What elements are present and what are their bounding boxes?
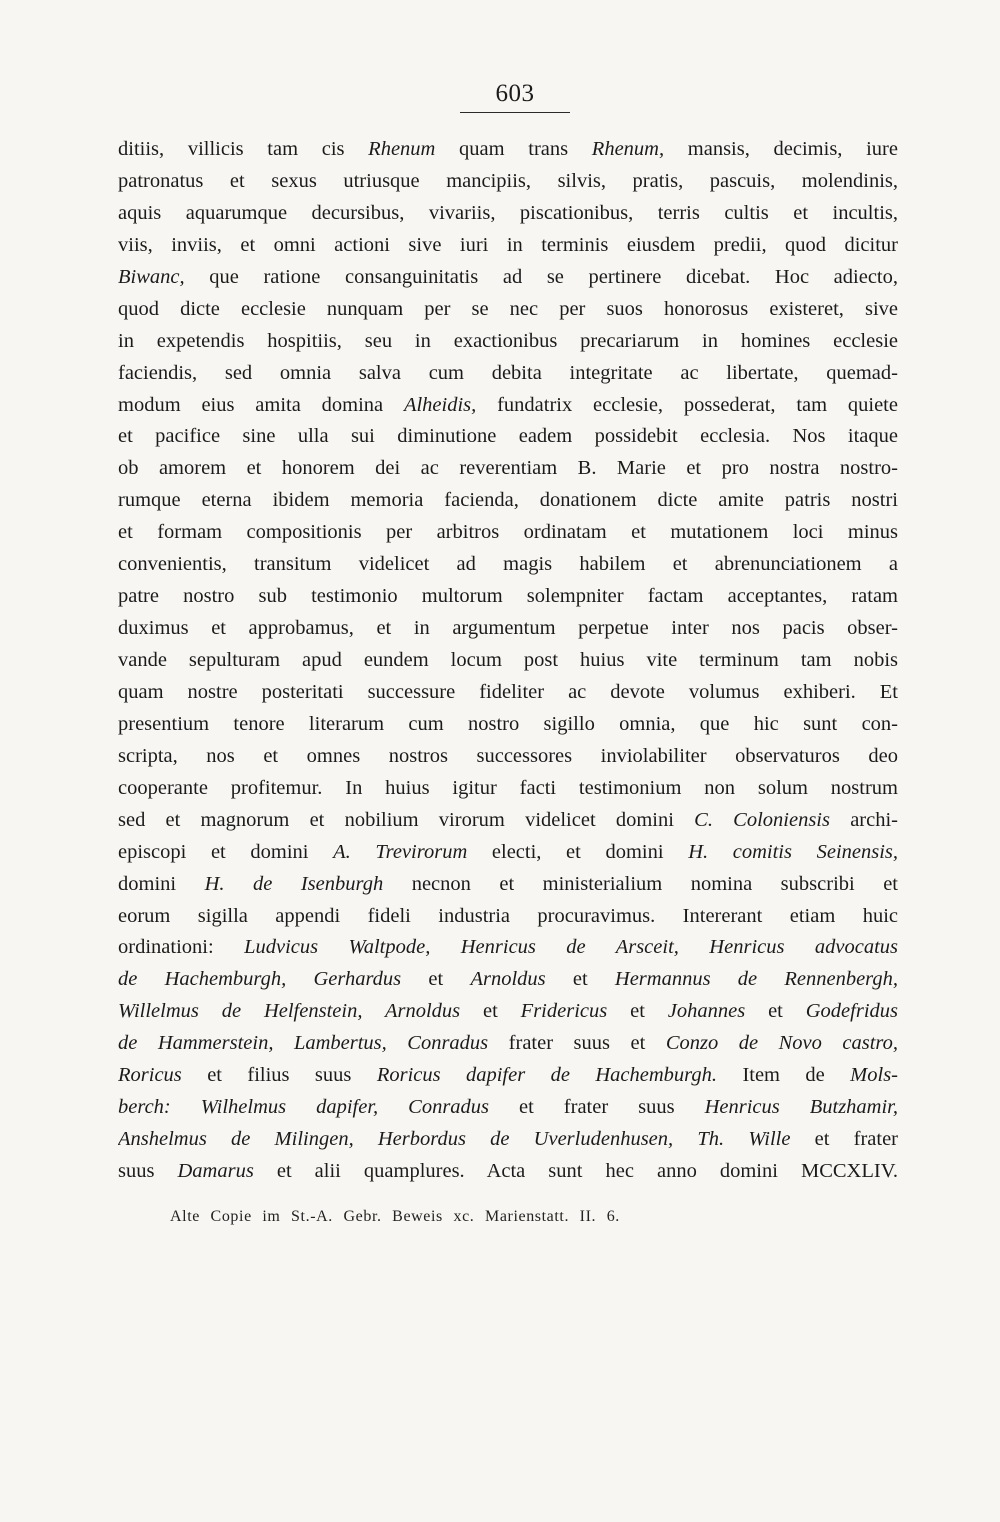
text-line: in expetendis hospitiis, seu in exactionibus precariarum in homines ecclesie bbox=[118, 329, 898, 352]
text-line: de Hachemburgh, Gerhardus et Arnoldus et Hermannus de Rennenbergh, bbox=[118, 968, 898, 991]
italic-name: C. Coloniensis bbox=[694, 808, 830, 831]
italic-name: Rhenum, bbox=[591, 138, 665, 160]
page-number: 603 bbox=[460, 80, 570, 113]
text-line: ditiis, villicis tam cis Rhenum quam trans Rhenum, mansis, decimis, iure bbox=[118, 138, 898, 160]
italic-name: Roricus dapifer de Hachemburgh. bbox=[376, 1064, 718, 1087]
italic-name: A. Trevirorum bbox=[333, 840, 468, 863]
text-line: sed et magnorum et nobilium virorum videlicet domini C. Coloniensis archi- bbox=[118, 808, 898, 831]
italic-name: Fridericus bbox=[520, 1000, 608, 1023]
text-line: Roricus et filius suus Roricus dapifer de Hachemburgh. Item de Mols- bbox=[118, 1064, 898, 1087]
italic-name: Alheidis, bbox=[403, 393, 477, 416]
italic-name: Anshelmus de Milingen, Herbordus de Uverludenhusen, Th. Wille bbox=[118, 1128, 791, 1151]
italic-name: Godefridus bbox=[805, 1000, 898, 1023]
text-line: Anshelmus de Milingen, Herbordus de Uverludenhusen, Th. Wille et frater bbox=[118, 1128, 898, 1151]
italic-name: Johannes bbox=[667, 1000, 746, 1023]
italic-name: Ludvicus Waltpode, Henricus de Arsceit, Henricus advocatus bbox=[244, 936, 898, 959]
text-line: vande sepulturam apud eundem locum post huius vite terminum tam nobis bbox=[118, 649, 898, 671]
text-line: ob amorem et honorem dei ac reverentiam B. Marie et pro nostra nostro- bbox=[118, 457, 898, 480]
text-line: rumque eterna ibidem memoria facienda, donationem dicte amite patris nostri bbox=[118, 489, 898, 512]
italic-name: de Hammerstein, Lambertus, Conradus bbox=[118, 1032, 489, 1055]
italic-name: de Hachemburgh, Gerhardus bbox=[118, 968, 402, 991]
text-line: convenientis, transitum videlicet ad magis habilem et abrenunciationem a bbox=[118, 553, 898, 576]
text-line: modum eius amita domina Alheidis, fundatrix ecclesie, possederat, tam quiete bbox=[118, 393, 898, 416]
text-line: quam nostre posteritati successure fideliter ac devote volumus exhiberi. Et bbox=[118, 680, 898, 703]
text-line: faciendis, sed omnia salva cum debita integritate ac libertate, quemad- bbox=[118, 361, 898, 384]
text-line: scripta, nos et omnes nostros successores inviolabiliter observaturos deo bbox=[118, 744, 898, 767]
text-line: suus Damarus et alii quamplures. Acta sunt hec anno domini MCCXLIV. bbox=[118, 1160, 898, 1182]
italic-name: Mols- bbox=[850, 1064, 898, 1087]
italic-name: H. comitis Seinensis, bbox=[688, 840, 898, 863]
text-line: domini H. de Isenburgh necnon et ministerialium nomina subscribi et bbox=[118, 872, 898, 895]
text-line: duximus et approbamus, et in argumentum perpetue inter nos pacis obser- bbox=[118, 617, 898, 640]
italic-name: berch: Wilhelmus dapifer, Conradus bbox=[118, 1096, 490, 1119]
italic-name: Willelmus de Helfenstein, Arnoldus bbox=[118, 1000, 461, 1023]
text-line: aquis aquarumque decursibus, vivariis, piscationibus, terris cultis et incultis, bbox=[118, 201, 898, 224]
italic-name: Biwanc, bbox=[118, 265, 185, 288]
italic-name: Henricus Butzhamir, bbox=[704, 1096, 898, 1119]
body-text bbox=[118, 134, 898, 1188]
text-line: Willelmus de Helfenstein, Arnoldus et Fridericus et Johannes et Godefridus bbox=[118, 1000, 898, 1023]
text-line: et pacifice sine ulla sui diminutione eadem possidebit ecclesia. Nos itaque bbox=[118, 425, 898, 448]
text-line: berch: Wilhelmus dapifer, Conradus et frater suus Henricus Butzhamir, bbox=[118, 1096, 898, 1119]
italic-name: Rhenum bbox=[368, 138, 436, 160]
text-line: et formam compositionis per arbitros ordinatam et mutationem loci minus bbox=[118, 521, 898, 544]
italic-name: Hermannus de Rennenbergh, bbox=[614, 968, 898, 991]
text-line: de Hammerstein, Lambertus, Conradus frater suus et Conzo de Novo castro, bbox=[118, 1032, 898, 1055]
italic-name: H. de Isenburgh bbox=[204, 872, 384, 895]
text-line: ordinationi: Ludvicus Waltpode, Henricus de Arsceit, Henricus advocatus bbox=[118, 936, 898, 959]
text-line: Biwanc, que ratione consanguinitatis ad se pertinere dicebat. Hoc adiecto, bbox=[118, 265, 898, 288]
text-line: patronatus et sexus utriusque mancipiis, silvis, pratis, pascuis, molendinis, bbox=[118, 169, 898, 192]
italic-name: Damarus bbox=[177, 1160, 254, 1182]
text-line: presentium tenore literarum cum nostro sigillo omnia, que hic sunt con- bbox=[118, 712, 898, 735]
italic-name: Roricus bbox=[118, 1064, 182, 1087]
text-line: viis, inviis, et omni actioni sive iuri in terminis eiusdem predii, quod dicitur bbox=[118, 233, 898, 256]
source-footnote: Alte Copie im St.-A. Gebr. Beweis xc. Marienstatt. II. 6. bbox=[170, 1208, 620, 1225]
text-line: quod dicte ecclesie nunquam per se nec per suos honorosus existeret, sive bbox=[118, 297, 898, 320]
text-line: eorum sigilla appendi fideli industria procuravimus. Intererant etiam huic bbox=[118, 904, 898, 927]
text-line: episcopi et domini A. Trevirorum electi, et domini H. comitis Seinensis, bbox=[118, 840, 898, 863]
text-line: cooperante profitemur. In huius igitur facti testimonium non solum nostrum bbox=[118, 776, 898, 799]
text-line: patre nostro sub testimonio multorum solempniter factam acceptantes, ratam bbox=[118, 585, 898, 608]
italic-name: Conzo de Novo castro, bbox=[665, 1032, 898, 1055]
italic-name: Arnoldus bbox=[470, 968, 546, 991]
